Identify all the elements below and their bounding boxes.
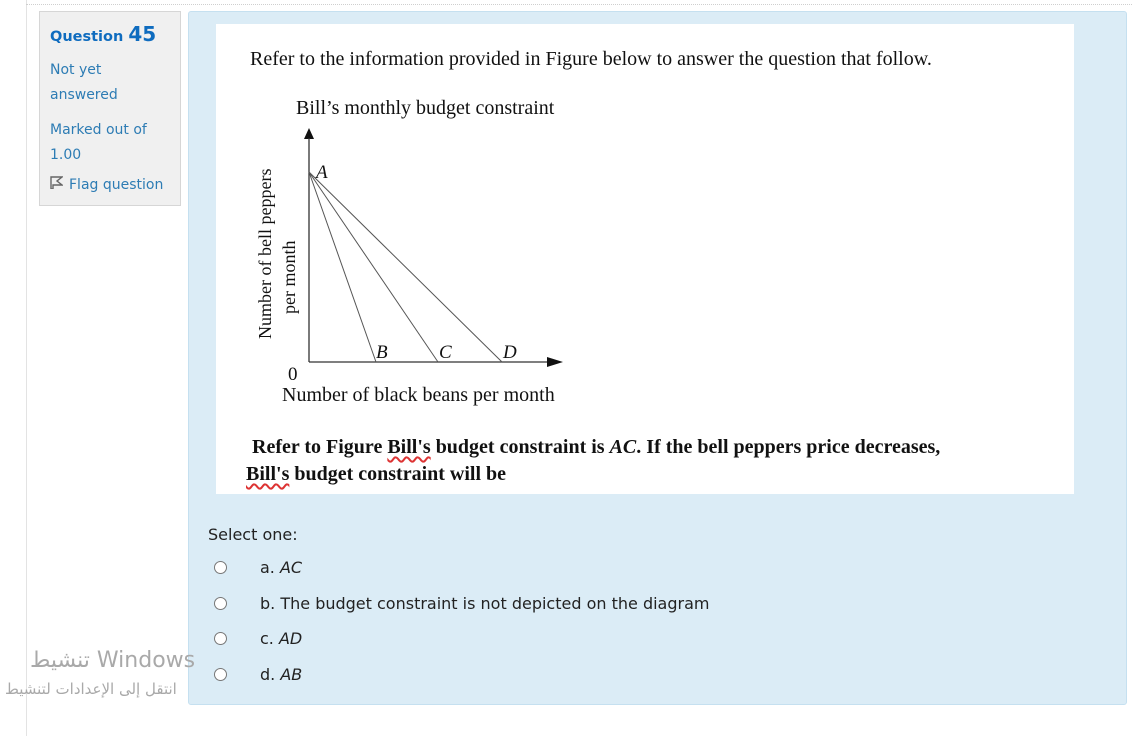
radio-button[interactable] bbox=[214, 668, 227, 681]
budget-line-ab bbox=[309, 172, 376, 362]
y-axis-label-line2: per month bbox=[279, 240, 299, 314]
point-c-label: C bbox=[439, 342, 452, 363]
budget-line-ad bbox=[309, 172, 502, 362]
marked-line1: Marked out of bbox=[50, 122, 147, 138]
y-axis-label-line1: Number of bell peppers bbox=[255, 168, 275, 339]
state-line1: Not yet bbox=[50, 62, 102, 78]
radio-button[interactable] bbox=[214, 632, 227, 645]
flag-question-button[interactable] bbox=[50, 176, 170, 193]
option-label bbox=[260, 629, 302, 648]
budget-line-ac bbox=[309, 172, 438, 362]
budget-constraint-diagram bbox=[276, 114, 596, 384]
question-text-italic: AC bbox=[609, 436, 637, 458]
question-state bbox=[50, 58, 170, 108]
option-letter: d. bbox=[260, 665, 276, 684]
flag-label: Flag question bbox=[69, 176, 164, 193]
question-text-part1: Refer to Figure bbox=[252, 436, 388, 458]
option-label bbox=[260, 558, 302, 577]
question-text-part2: budget constraint is bbox=[430, 436, 610, 458]
radio-button[interactable] bbox=[214, 597, 227, 610]
flag-icon bbox=[50, 176, 63, 193]
option-text: AB bbox=[280, 665, 303, 684]
marked-line2: 1.00 bbox=[50, 147, 82, 163]
x-axis-label: Number of black beans per month bbox=[282, 384, 555, 406]
question-grade bbox=[50, 118, 170, 168]
option-letter: b. bbox=[260, 594, 276, 613]
y-axis-label bbox=[254, 149, 314, 339]
question-text-part4: budget constraint will be bbox=[289, 463, 507, 485]
option-label bbox=[260, 665, 302, 684]
question-number: 45 bbox=[128, 22, 157, 46]
windows-activation-watermark-title: تنشيط Windows bbox=[30, 648, 196, 673]
question-content bbox=[188, 11, 1127, 705]
question-label: Question bbox=[50, 29, 124, 45]
option-text: The budget constraint is not depicted on the diagram bbox=[280, 594, 710, 613]
answer-option-a[interactable] bbox=[214, 558, 302, 577]
question-text bbox=[246, 434, 1062, 488]
intro-text: Refer to the information provided in Figure below to answer the question that follow. bbox=[250, 48, 932, 70]
option-letter: a. bbox=[260, 558, 275, 577]
option-text: AC bbox=[279, 558, 303, 577]
question-figure bbox=[216, 24, 1074, 494]
x-axis-arrowhead bbox=[547, 357, 563, 367]
question-text-wavy1: Bill's bbox=[387, 436, 431, 458]
y-axis-arrowhead bbox=[304, 128, 314, 139]
question-heading bbox=[50, 22, 170, 46]
left-border bbox=[26, 0, 27, 736]
question-text-part3: . If the bell peppers price decreases, bbox=[636, 436, 941, 458]
windows-activation-watermark-subtitle: انتقل إلى الإعدادات لتنشيط bbox=[5, 680, 177, 698]
option-text: AD bbox=[278, 629, 303, 648]
question-text-wavy2: Bill's bbox=[246, 463, 290, 485]
point-b-label: B bbox=[376, 342, 388, 363]
origin-label: 0 bbox=[288, 364, 298, 384]
point-a-label: A bbox=[316, 162, 328, 183]
answer-option-d[interactable] bbox=[214, 665, 302, 684]
top-border bbox=[26, 4, 1132, 6]
question-info-panel bbox=[39, 11, 181, 206]
state-line2: answered bbox=[50, 87, 118, 103]
point-d-label: D bbox=[503, 342, 517, 363]
chart-title: Bill’s monthly budget constraint bbox=[296, 97, 555, 119]
radio-button[interactable] bbox=[214, 561, 227, 574]
option-letter: c. bbox=[260, 629, 274, 648]
answer-option-b[interactable] bbox=[214, 594, 709, 613]
option-label bbox=[260, 594, 709, 613]
answer-option-c[interactable] bbox=[214, 629, 302, 648]
select-one-prompt: Select one: bbox=[208, 525, 298, 544]
